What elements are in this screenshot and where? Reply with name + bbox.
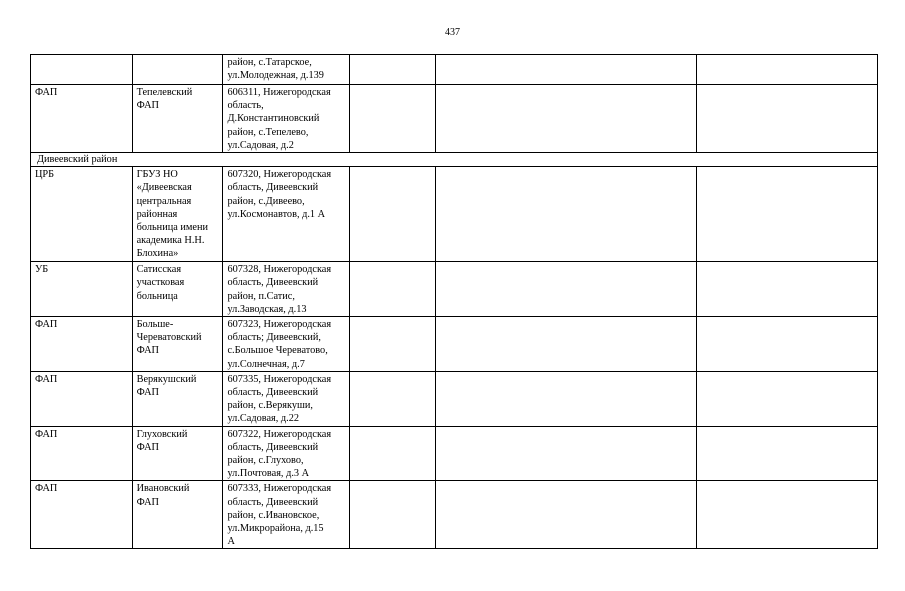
empty-cell: [436, 371, 697, 426]
empty-cell: [697, 262, 878, 317]
facility-name-cell: ГБУЗ НО «Дивеевская центральная районная больница имени академика Н.Н. Блохина»: [132, 167, 223, 262]
table-row: [31, 262, 878, 317]
empty-cell: [349, 481, 436, 549]
empty-cell: [436, 481, 697, 549]
facility-type-cell: ФАП: [31, 371, 133, 426]
facility-name-cell: Ивановский ФАП: [132, 481, 223, 549]
facility-type-cell: ФАП: [31, 85, 133, 153]
empty-cell: [436, 317, 697, 372]
facility-address-cell: 607322, Нижегородская область, Дивеевский район, с.Глухово, ул.Почтовая, д.3 А: [223, 426, 349, 481]
empty-cell: [349, 85, 436, 153]
facility-address-cell: 607328, Нижегородская область, Дивеевский район, п.Сатис, ул.Заводская, д.13: [223, 262, 349, 317]
facility-name-cell: [132, 55, 223, 85]
empty-cell: [349, 371, 436, 426]
empty-cell: [349, 262, 436, 317]
facility-name-cell: Сатисская участковая больница: [132, 262, 223, 317]
empty-cell: [349, 317, 436, 372]
facility-name-cell: Глуховский ФАП: [132, 426, 223, 481]
empty-cell: [349, 55, 436, 85]
table-row: [31, 371, 878, 426]
facility-name-cell: Верякушский ФАП: [132, 371, 223, 426]
empty-cell: [697, 85, 878, 153]
facility-type-cell: [31, 55, 133, 85]
facility-type-cell: ЦРБ: [31, 167, 133, 262]
empty-cell: [697, 426, 878, 481]
facility-type-cell: ФАП: [31, 426, 133, 481]
facility-address-cell: район, с.Татарское, ул.Молодежная, д.139: [223, 55, 349, 85]
table-row: [31, 426, 878, 481]
facility-type-cell: УБ: [31, 262, 133, 317]
table-row: [31, 481, 878, 549]
empty-cell: [436, 262, 697, 317]
facility-address-cell: 607320, Нижегородская область, Дивеевский район, с.Дивеево, ул.Космонавтов, д.1 А: [223, 167, 349, 262]
empty-cell: [436, 167, 697, 262]
facilities-table: [30, 54, 878, 549]
empty-cell: [697, 317, 878, 372]
facility-name-cell: Тепелевский ФАП: [132, 85, 223, 153]
facility-type-cell: ФАП: [31, 317, 133, 372]
facility-address-cell: 606311, Нижегородская область, Д.Константиновский район, с.Тепелево, ул.Садовая, д.2: [223, 85, 349, 153]
table-row: [31, 317, 878, 372]
empty-cell: [349, 167, 436, 262]
page-number: 437: [445, 27, 460, 38]
table-row: [31, 55, 878, 85]
empty-cell: [697, 167, 878, 262]
section-title: Дивеевский район: [31, 153, 878, 167]
facility-name-cell: Больше- Череватовский ФАП: [132, 317, 223, 372]
empty-cell: [697, 371, 878, 426]
empty-cell: [436, 85, 697, 153]
empty-cell: [697, 55, 878, 85]
table-row: [31, 85, 878, 153]
empty-cell: [697, 481, 878, 549]
empty-cell: [436, 55, 697, 85]
empty-cell: [436, 426, 697, 481]
facility-address-cell: 607323, Нижегородская область; Дивеевский, с.Большое Череватово, ул.Солнечная, д.7: [223, 317, 349, 372]
table-row: [31, 167, 878, 262]
facility-address-cell: 607335, Нижегородская область, Дивеевский район, с.Верякуши, ул.Садовая, д.22: [223, 371, 349, 426]
section-header-row: [31, 153, 878, 167]
facility-type-cell: ФАП: [31, 481, 133, 549]
empty-cell: [349, 426, 436, 481]
facility-address-cell: 607333, Нижегородская область, Дивеевский район, с.Ивановское, ул.Микрорайона, д.15 А: [223, 481, 349, 549]
